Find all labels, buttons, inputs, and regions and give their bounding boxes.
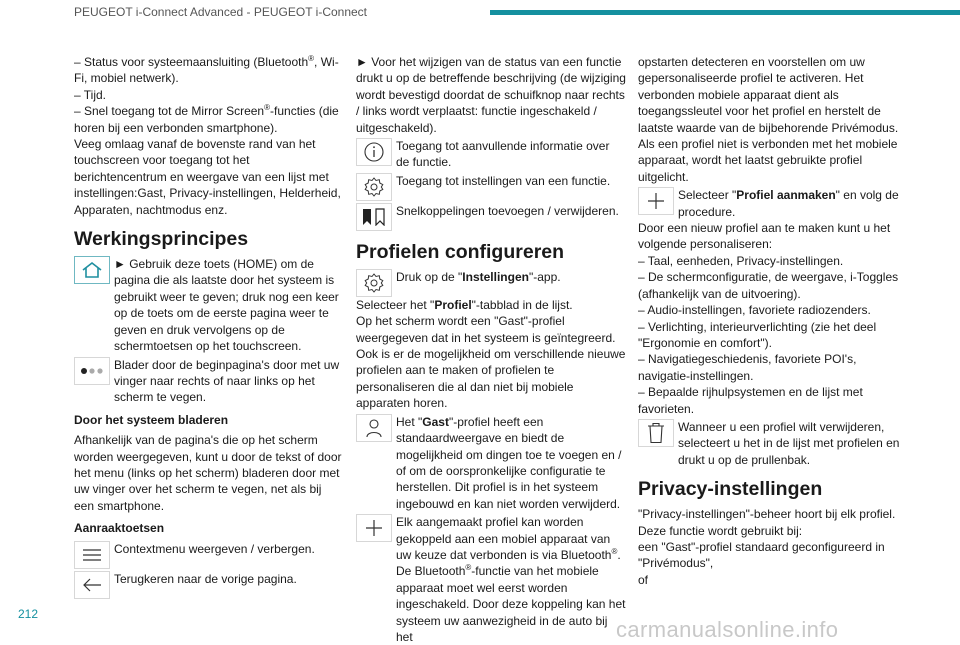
heading-profielen: Profielen configureren	[356, 240, 565, 263]
paragraph-swipe-down: Veeg omlaag vanaf de bovenste rand van het touchscreen voor toegang tot het berichtencentrum en weergave van een lijst met instellingen:Gast, Privacy-instellingen, Helderheid, Apparaten, nachtmodus enz.	[74, 137, 341, 217]
column-1	[74, 54, 344, 599]
dots-icon	[74, 357, 110, 385]
trash-icon	[638, 419, 674, 447]
paragraph-opstarten: opstarten detecteren en voorstellen om uw gepersonaliseerde profiel te activeren. Het verbonden mobiele apparaat dient als toegangssleutel voor het profiel en herstelt de laatste waarde van de bijbehorende Privémodus. Als een profiel niet is verbonden met het mobiele apparaat, wordt het laatst gebruikte profiel uitgelicht.	[638, 55, 899, 184]
gear-icon	[356, 269, 392, 297]
tip-gear: Toegang tot instellingen van een functie.	[356, 173, 626, 201]
plus-icon	[356, 514, 392, 542]
paragraph-privacy-beheer: "Privacy-instellingen"-beheer hoort bij elk profiel. Deze functie wordt gebruikt bij:	[638, 507, 896, 538]
tip-person: Het "Gast"-profiel heeft een standaardweergave en biedt de mogelijkheid om dingen toe te voegen en / of om de oorspronkelijke configuratie te herstellen. Dit profiel is in het systeem ingebouwd en kan niet worden verwijderd.	[356, 414, 626, 512]
tip-bookmark: Snelkoppelingen toevoegen / verwijderen.	[356, 203, 626, 231]
header-accent-bar	[490, 10, 960, 15]
tip-menu: Contextmenu weergeven / verbergen.	[74, 541, 344, 569]
paragraph-gast-privemodus: een "Gast"-profiel standaard geconfigureerd in "Privémodus",	[638, 539, 885, 571]
heading-werkingsprincipes: Werkingsprincipes	[74, 228, 249, 251]
paragraph-gast-profiel: Op het scherm wordt een "Gast"-profiel weergegeven dat in het systeem is geïntegreerd. Ook is er de mogelijkheid om verschillende nieuwe profielen aan te maken of profielen te personaliseren die al dan niet bij mobiele apparaten horen.	[356, 314, 626, 411]
plus-icon	[638, 187, 674, 215]
tip-settings-app: Druk op de "Instellingen"-app.	[356, 269, 626, 297]
paragraph-status-wijzigen: ► Voor het wijzigen van de status van een functie drukt u op de betreffende beschrijving (de wijziging wordt bevestigd doordat de schuifknop naar rechts / links wordt verplaatst: functie ingeschakeld / uitgeschakeld).	[356, 55, 626, 135]
running-header: PEUGEOT i-Connect Advanced - PEUGEOT i-Connect	[74, 5, 368, 19]
heading-aanraaktoetsen: Aanraaktoetsen	[74, 521, 165, 536]
paragraph-bladeren: Afhankelijk van de pagina's die op het scherm worden weergegeven, kunt u door de tekst of door het menu (links op het scherm) bladeren door met uw vinger over het scherm te vegen, net als bij een smartphone.	[74, 433, 342, 513]
tip-home: ► Gebruik deze toets (HOME) om de pagina die als laatste door het systeem is gebruikt weer te geven; druk nog een keer op de toets om de eerste pagina weer te geven en druk vervolgens op de schermtoetsen op het touchscreen.	[74, 256, 344, 354]
bullet-audio: – Audio-instellingen, favoriete radiozenders.	[638, 303, 871, 318]
paragraph-profiel-tab: Selecteer het "Profiel"-tabblad in de lijst.	[356, 297, 573, 312]
heading-bladeren: Door het systeem bladeren	[74, 412, 229, 427]
bullet-mirror: – Snel toegang tot de Mirror Screen®-functies (die horen bij een verbonden smartphone).	[74, 103, 339, 135]
heading-privacy: Privacy-instellingen	[638, 478, 823, 501]
paragraph-of: of	[638, 572, 649, 587]
column-2	[356, 54, 626, 645]
tip-trash: Wanneer u een profiel wilt verwijderen, selecteert u het in de lijst met profielen en drukt u op de prullenbak.	[638, 419, 910, 468]
tip-dots: Blader door de beginpagina's door met uw vinger naar rechts of naar links op het scherm te vegen.	[74, 357, 344, 406]
tip-back: Terugkeren naar de vorige pagina.	[74, 571, 344, 599]
bullet-navigatie: – Navigatiegeschiedenis, favoriete POI's, navigatie-instellingen.	[638, 352, 857, 383]
tip-profiel-aanmaken: Selecteer "Profiel aanmaken" en volg de procedure.	[638, 187, 910, 220]
person-icon	[356, 414, 392, 442]
back-arrow-icon	[74, 571, 110, 599]
bullet-verlichting: – Verlichting, interieurverlichting (zie het deel "Ergonomie en comfort").	[638, 319, 877, 350]
info-icon	[356, 138, 392, 166]
column-3	[638, 54, 910, 588]
bullet-taal: – Taal, eenheden, Privacy-instellingen.	[638, 253, 844, 268]
page-number: 212	[18, 607, 39, 621]
gear-icon	[356, 173, 392, 201]
bullet-scherm: – De schermconfiguratie, de weergave, i-Toggles (afhankelijk van de uitvoering).	[638, 270, 899, 301]
paragraph-personaliseren: Door een nieuw profiel aan te maken kunt u het volgende personaliseren:	[638, 221, 891, 252]
menu-icon	[74, 541, 110, 569]
bookmark-icon	[356, 203, 392, 231]
bullet-status: – Status voor systeemaansluiting (Bluetooth®, Wi-Fi, mobiel netwerk).	[74, 54, 339, 86]
bullet-time: – Tijd.	[74, 87, 107, 102]
home-icon	[74, 256, 110, 284]
watermark: carmanualsonline.info	[616, 617, 839, 642]
bullet-rijhulp: – Bepaalde rijhulpsystemen en de lijst met favorieten.	[638, 385, 863, 416]
tip-plus: Elk aangemaakt profiel kan worden gekoppeld aan een mobiel apparaat van uw keuze dat verbonden is via Bluetooth®. De Bluetooth®-functie van het mobiele apparaat moet wel eerst worden ingeschakeld. Door deze koppeling kan het systeem uw aanwezigheid in de auto bij het	[356, 514, 626, 645]
tip-info: Toegang tot aanvullende informatie over de functie.	[356, 138, 626, 171]
